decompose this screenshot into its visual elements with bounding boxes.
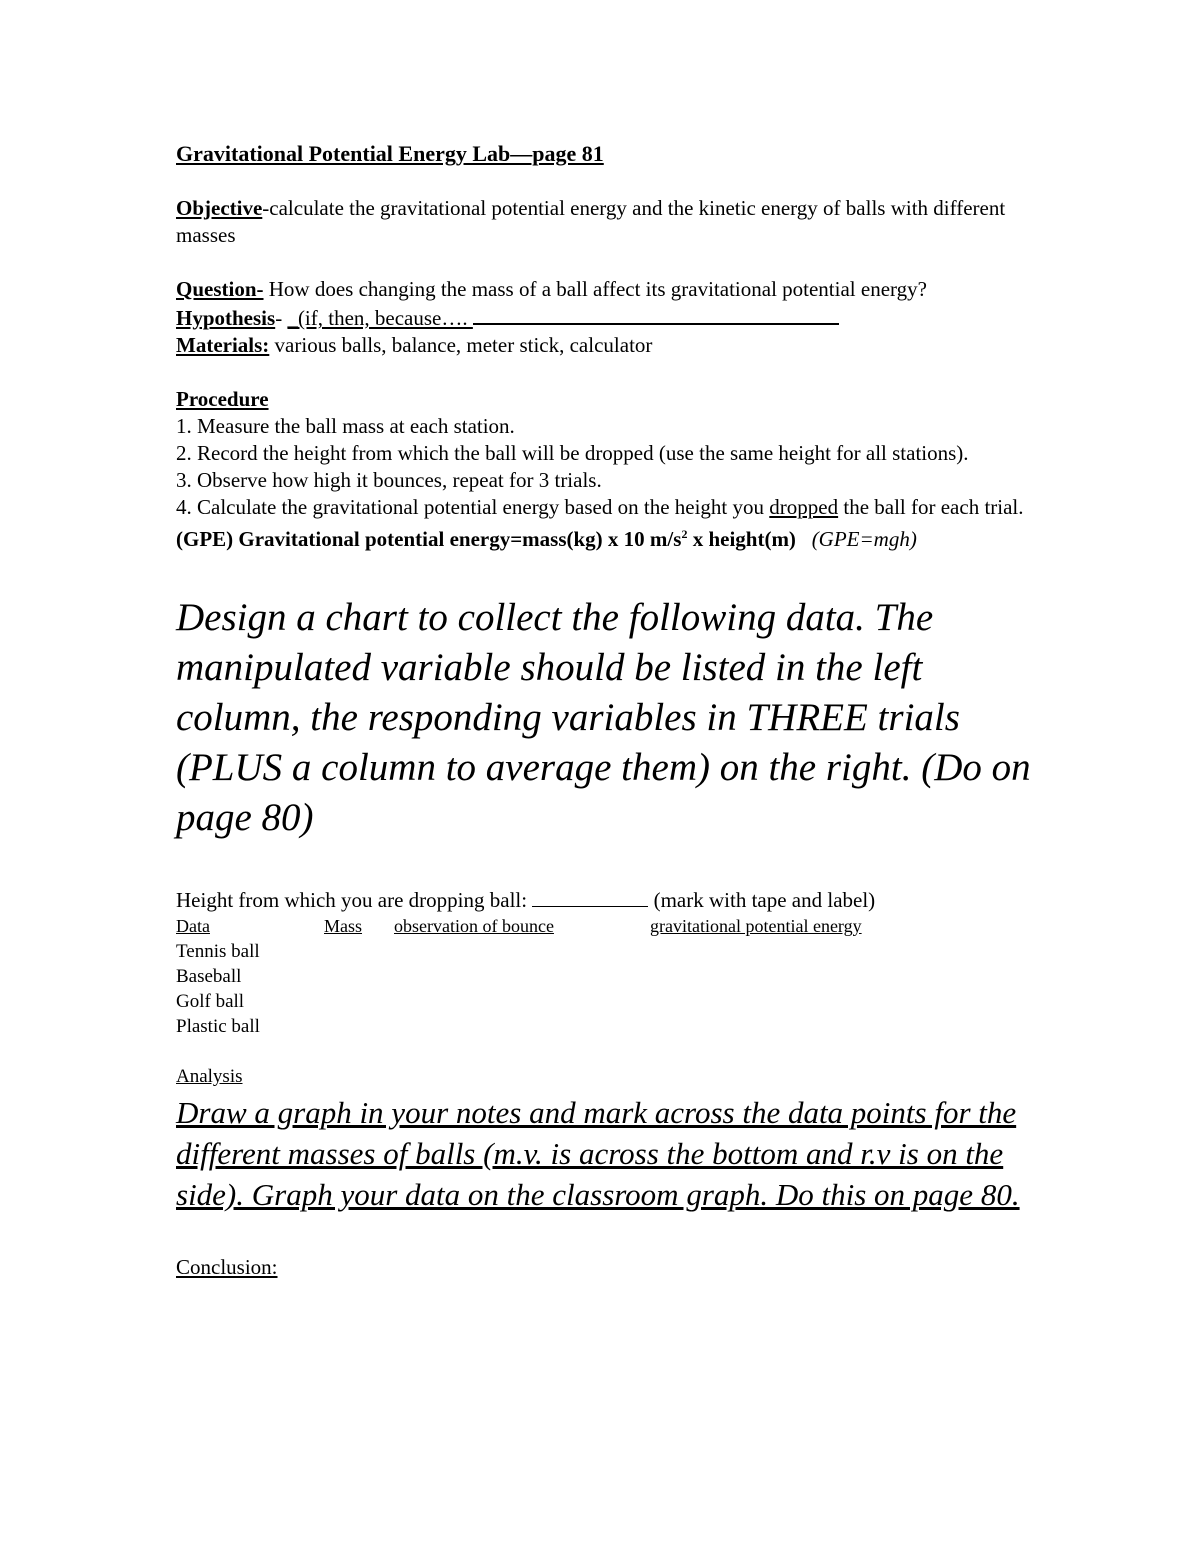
procedure-step-4 (176, 494, 1036, 521)
hypothesis-prefix: - (275, 306, 288, 330)
question-line (176, 276, 1036, 303)
hypothesis-label: Hypothesis (176, 306, 276, 330)
analysis-label: Analysis (176, 1066, 243, 1087)
objective-label: Objective (176, 196, 263, 220)
worksheet-page (176, 140, 1036, 1280)
objective-text: -calculate the gravitational potential energy and the kinetic energy of balls with different masses (176, 196, 1006, 247)
header-mass: Mass (324, 916, 363, 936)
procedure-step-4-dropped: dropped (769, 495, 839, 519)
procedure-step-2: 2. Record the height from which the ball will be dropped (use the same height for all stations). (176, 441, 969, 465)
table-row: Baseball (176, 966, 242, 987)
hypothesis-line (176, 303, 1036, 332)
page-title: Gravitational Potential Energy Lab—page 81 (176, 141, 604, 166)
procedure-step-4-a: 4. Calculate the gravitational potential energy based on the height you (176, 495, 770, 519)
table-row: Golf ball (176, 991, 245, 1012)
analysis-instruction: Draw a graph in your notes and mark across the data points for the different masses of balls (m.v. is across the bottom and r.v is on the side). Graph your data on the classroom graph. Do this on page 80. (176, 1095, 1020, 1212)
formula-sup: 2 (681, 527, 688, 541)
data-table-header (176, 914, 904, 939)
header-observation: observation of bounce (394, 916, 554, 936)
height-text-b: (mark with tape and label) (648, 888, 876, 912)
gpe-formula (176, 521, 1036, 553)
conclusion-label: Conclusion: (176, 1255, 278, 1279)
height-line (176, 887, 1036, 914)
table-row: Plastic ball (176, 1016, 260, 1037)
procedure-step-1: 1. Measure the ball mass at each station. (176, 414, 515, 438)
formula-main: (GPE) Gravitational potential energy=mass(kg) x 10 m/s (176, 527, 682, 551)
formula-tail: x height(m) (687, 527, 796, 551)
hypothesis-text: _(if, then, because…. (287, 306, 473, 330)
procedure-label: Procedure (176, 387, 269, 411)
question-text: How does changing the mass of a ball affect its gravitational potential energy? (263, 277, 927, 301)
materials-line (176, 332, 1036, 359)
header-gpe: gravitational potential energy (650, 916, 862, 936)
materials-text: various balls, balance, meter stick, calculator (269, 333, 653, 357)
question-label: Question- (176, 277, 264, 301)
height-blank[interactable] (532, 888, 648, 907)
height-text-a: Height from which you are dropping ball: (176, 888, 533, 912)
procedure-step-4-c: the ball for each trial. (838, 495, 1024, 519)
header-data: Data (176, 916, 210, 936)
procedure-step-3: 3. Observe how high it bounces, repeat for 3 trials. (176, 468, 602, 492)
design-instruction: Design a chart to collect the following data. The manipulated variable should be listed in the left column, the responding variables in THREE trials (PLUS a column to average them) on the right. (Do on page 80) (176, 596, 1031, 839)
objective-line (176, 195, 1036, 249)
formula-short: (GPE=mgh) (811, 527, 917, 551)
hypothesis-blank[interactable] (473, 303, 839, 325)
materials-label: Materials: (176, 333, 270, 357)
table-row: Tennis ball (176, 941, 260, 962)
